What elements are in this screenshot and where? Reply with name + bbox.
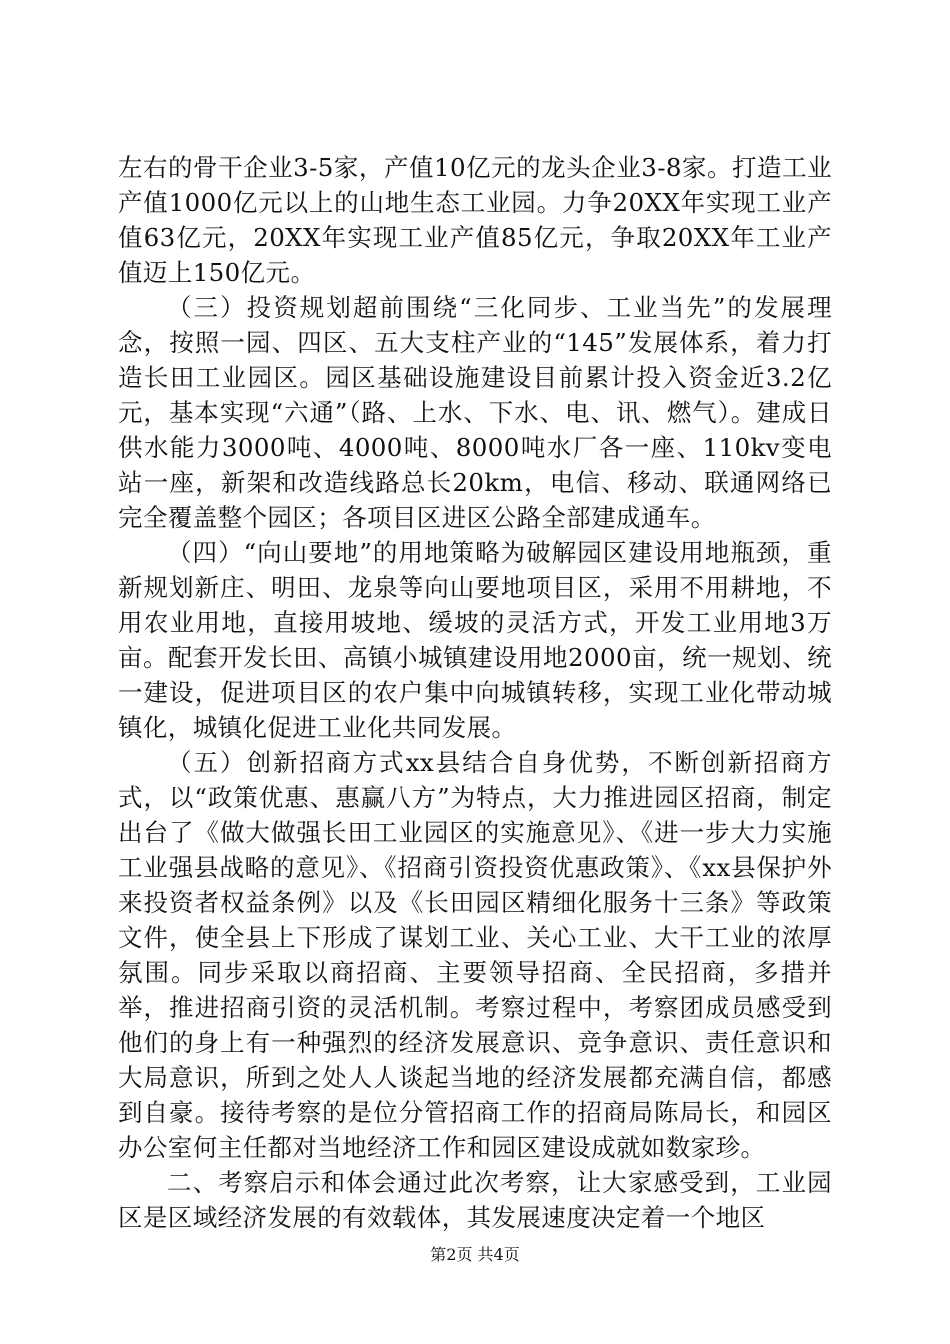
paragraph-investment-promotion: （五）创新招商方式xx县结合自身优势，不断创新招商方式，以“政策优惠、惠赢八方”为特点，大力推进园区招商，制定出台了《做大做强长田工业园区的实施意见》、《进一步大力实施工业强县战略的意见》、《招商引资投资优惠政策》、《xx县保护外来投资者权益条例》以及《长田园区精细化服务十三条》等政策文件，使全县上下形成了谋划工业、关心工业、大干工业的浓厚氛围。同步采取以商招商、主要领导招商、全民招商，多措并举，推进招商引资的灵活机制。考察过程中，考察团成员感受到他们的身上有一种强烈的经济发展意识、竞争意识、责任意识和大局意识，所到之处人人谈起当地的经济发展都充满自信，都感到自豪。接待考察的是位分管招商工作的招商局陈局长，和园区办公室何主任都对当地经济工作和园区建设成就如数家珍。	[118, 748, 832, 1162]
paragraph-investment-planning: （三）投资规划超前围绕“三化同步、工业当先”的发展理念，按照一园、四区、五大支柱产业的“145”发展体系，着力打造长田工业园区。园区基础设施建设目前累计投入资金近3.2亿元，基本实现“六通”（路、上水、下水、电、讯、燃气）。建成日供水能力3000吨、4000吨、8000吨水厂各一座、110kv变电站一座，新架和改造线路总长20km，电信、移动、联通网络已完全覆盖整个园区；各项目区进区公路全部建成通车。	[118, 293, 832, 532]
paragraph-land-strategy: （四）“向山要地”的用地策略为破解园区建设用地瓶颈，重新规划新庄、明田、龙泉等向山要地项目区，采用不用耕地，不用农业用地，直接用坡地、缓坡的灵活方式，开发工业用地3万亩。配套开发长田、高镇小城镇建设用地2000亩，统一规划、统一建设，促进项目区的农户集中向城镇转移，实现工业化带动城镇化，城镇化促进工业化共同发展。	[118, 538, 832, 742]
page-footer: 第2页 共4页	[430, 1245, 520, 1264]
paragraph-continuation: 左右的骨干企业3-5家，产值10亿元的龙头企业3-8家。打造工业产值1000亿元以上的山地生态工业园。力争20XX年实现工业产值63亿元，20XX年实现工业产值85亿元，争取20XX年工业产值迈上150亿元。	[118, 153, 832, 287]
paragraph-inspiration: 二、考察启示和体会通过此次考察，让大家感受到，工业园区是区域经济发展的有效载体，其发展速度决定着一个地区	[118, 1168, 832, 1232]
document-body	[118, 150, 832, 1235]
